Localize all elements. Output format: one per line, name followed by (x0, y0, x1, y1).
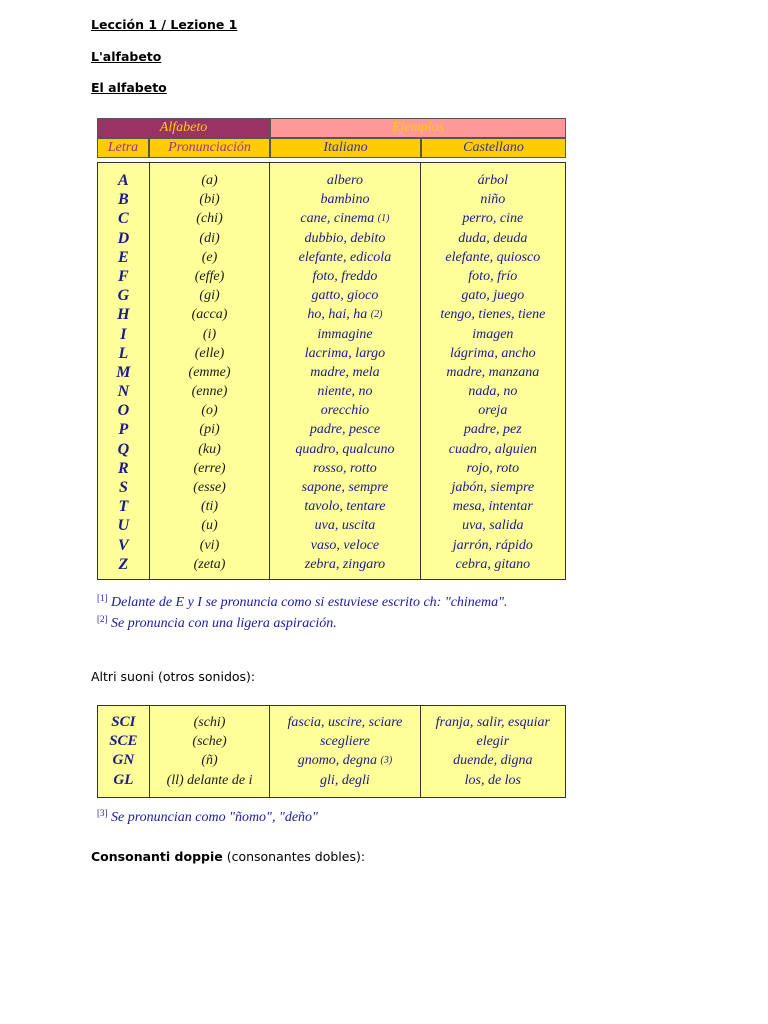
italian-example-text: uva, uscita (314, 518, 376, 534)
spanish-example-text: lágrima, ancho (450, 345, 536, 361)
sound-pronunciation-cell (150, 732, 269, 751)
spanish-example-cell (421, 536, 565, 555)
letters-column (98, 163, 150, 579)
italian-example-cell (270, 171, 419, 190)
italian-example-note: (1) (377, 213, 390, 225)
italian-example-text: albero (326, 173, 363, 188)
letter-text: V (118, 536, 129, 554)
italian-example-cell (270, 209, 419, 228)
spanish-example-cell (421, 363, 565, 382)
sound-italian-example-cell (270, 732, 419, 751)
italian-example-text: lacrima, largo (304, 345, 386, 361)
italian-example-cell (270, 286, 419, 305)
italian-example-text: quadro, qualcuno (295, 441, 395, 457)
italian-example-cell (270, 229, 419, 248)
letter-cell (98, 516, 149, 535)
footnote-2-text: Se pronuncia con una ligera aspiración. (107, 616, 337, 631)
sound-pronunciation-cell (150, 751, 269, 770)
sound-pronunciation-cell (150, 713, 269, 732)
italian-example-cell (270, 344, 419, 363)
sound-pronunciation-text: (ñ) (201, 753, 218, 769)
sound-letters-cell (98, 713, 149, 732)
doubles-label-bold: Consonanti doppie (91, 849, 223, 864)
sound-pronunciation-text: (schi) (193, 715, 226, 730)
letter-text: C (118, 210, 129, 228)
spanish-example-cell (421, 229, 565, 248)
spanish-example-cell (421, 459, 565, 478)
italian-example-cell (270, 516, 419, 535)
pronunciation-cell (150, 363, 269, 382)
column-header-row (97, 138, 566, 158)
column-header-italiano: Italiano (270, 138, 421, 158)
pronunciation-text: (di) (199, 230, 220, 246)
pronunciation-cell (150, 209, 269, 228)
italian-example-cell (270, 555, 419, 574)
pronunciation-text: (acca) (191, 307, 228, 323)
italian-example-text: orecchio (320, 403, 370, 419)
sound-spanish-example-cell (421, 732, 565, 751)
spanish-example-text: elefante, quiosco (445, 249, 541, 265)
footnote-3-mark: [3] (97, 808, 108, 818)
spanish-example-cell (421, 478, 565, 497)
sounds-italian-column (270, 706, 420, 797)
spanish-example-cell (421, 171, 565, 190)
column-header-letra: Letra (97, 138, 149, 158)
spanish-example-cell (421, 440, 565, 459)
spanish-example-text: tengo, tienes, tiene (440, 307, 546, 323)
letter-cell (98, 401, 149, 420)
spanish-example-cell (421, 267, 565, 286)
letter-text: N (117, 383, 130, 401)
pronunciation-text: (emme) (188, 364, 231, 380)
letter-text: P (118, 421, 129, 439)
italian-example-cell (270, 401, 419, 420)
pronunciation-cell (150, 190, 269, 209)
group-header-ejemplos: Ejemplos (270, 118, 566, 138)
pronunciation-text: (bi) (199, 192, 220, 208)
pronunciation-cell (150, 478, 269, 497)
sounds-letters-column (98, 706, 150, 797)
column-header-pronunciacion: Pronunciación (149, 138, 270, 158)
pronunciation-text: (vi) (199, 537, 220, 553)
spanish-example-text: cuadro, alguien (448, 441, 537, 457)
italian-example-text: rosso, rotto (313, 460, 377, 476)
sound-italian-example-text: scegliere (319, 734, 370, 750)
letter-cell (98, 190, 149, 209)
pronunciation-cell (150, 536, 269, 555)
letter-text: A (118, 172, 129, 189)
sound-pronunciation-cell (150, 771, 269, 790)
spanish-example-text: jarrón, rápido (452, 537, 533, 553)
sound-spanish-example-cell (421, 713, 565, 732)
pronunciation-cell (150, 420, 269, 439)
footnote-1-text: Delante de E y I se pronuncia como si estuviese escrito ch: "chinema". (107, 595, 508, 610)
spanish-example-text: niño (480, 192, 506, 208)
spanish-example-text: imagen (472, 326, 514, 342)
pronunciation-cell (150, 286, 269, 305)
pronunciation-cell (150, 555, 269, 574)
pronunciation-text: (a) (201, 173, 218, 188)
sound-letters-text: SCI (111, 714, 136, 730)
pronunciation-cell (150, 344, 269, 363)
italian-example-text: gatto, gioco (311, 288, 379, 304)
letter-cell (98, 209, 149, 228)
spanish-example-text: rojo, roto (466, 460, 520, 476)
letter-text: S (118, 479, 128, 496)
letter-cell (98, 459, 149, 478)
italian-example-text: madre, mela (310, 364, 380, 380)
italian-example-text: padre, pesce (309, 422, 381, 438)
italian-example-text: sapone, sempre (301, 480, 389, 495)
italian-example-text: zebra, zingaro (304, 556, 386, 572)
footnote-1-mark: [1] (97, 593, 108, 603)
sound-italian-example-cell (270, 751, 419, 770)
spanish-example-cell (421, 516, 565, 535)
spanish-example-text: padre, pez (463, 422, 522, 438)
sound-pronunciation-text: (sche) (192, 734, 227, 750)
sound-letters-text: GN (112, 752, 135, 769)
letter-cell (98, 305, 149, 324)
italian-example-cell (270, 459, 419, 478)
letter-cell (98, 267, 149, 286)
pronunciation-text: (zeta) (193, 556, 226, 572)
sound-spanish-example-cell (421, 751, 565, 770)
letter-cell (98, 229, 149, 248)
letter-cell (98, 478, 149, 497)
pronunciation-text: (erre) (193, 460, 226, 476)
sound-italian-example-text: fascia, uscire, sciare (287, 715, 403, 730)
pronunciation-text: (elle) (194, 345, 225, 361)
pronunciation-cell (150, 248, 269, 267)
letter-text: Z (118, 555, 129, 573)
spanish-example-text: madre, manzana (446, 364, 540, 380)
letter-text: O (117, 402, 130, 420)
italian-example-text: bambino (320, 192, 370, 208)
spanish-example-text: foto, frío (468, 268, 518, 284)
italian-column (270, 163, 420, 579)
letter-cell (98, 171, 149, 190)
pronunciation-cell (150, 401, 269, 420)
spanish-example-cell (421, 190, 565, 209)
pronunciation-text: (pi) (199, 422, 220, 438)
pronunciation-cell (150, 305, 269, 324)
spanish-column (421, 163, 565, 579)
italian-example-cell (270, 440, 419, 459)
spanish-example-text: perro, cine (462, 211, 524, 227)
spanish-example-text: nada, no (468, 384, 518, 400)
pronunciation-text: (o) (201, 403, 218, 419)
pronunciation-text: (enne) (191, 384, 228, 400)
group-header-alfabeto: Alfabeto (97, 118, 270, 138)
pronunciation-cell (150, 440, 269, 459)
spanish-example-text: cebra, gitano (455, 556, 531, 572)
spanish-example-cell (421, 555, 565, 574)
italian-example-note: (2) (370, 309, 383, 321)
pronunciation-text: (effe) (194, 268, 225, 284)
italian-example-text: cane, cinema (300, 211, 375, 227)
italian-example-text: ho, hai, ha (307, 307, 368, 323)
spanish-example-text: jabón, siempre (451, 480, 535, 495)
doubles-label-rest: (consonantes dobles): (222, 849, 366, 864)
letter-text: H (117, 306, 130, 324)
sound-pronunciation-text: (ll) delante de i (166, 772, 253, 788)
italian-example-cell (270, 305, 419, 324)
sound-italian-example-cell (270, 713, 419, 732)
letter-cell (98, 440, 149, 459)
pronunciation-text: (u) (201, 518, 218, 534)
spanish-example-text: oreja (478, 403, 508, 419)
letter-text: I (120, 325, 127, 343)
italian-example-cell (270, 497, 419, 516)
letter-text: D (117, 229, 130, 247)
pronunciation-cell (150, 171, 269, 190)
sound-letters-cell (98, 732, 149, 751)
letter-cell (98, 536, 149, 555)
pronunciation-text: (i) (202, 326, 217, 342)
sound-spanish-example-cell (421, 771, 565, 790)
pronunciation-cell (150, 382, 269, 401)
pronunciation-cell (150, 229, 269, 248)
spanish-title: El alfabeto (91, 80, 167, 95)
pronunciation-text: (esse) (193, 480, 226, 495)
letter-cell (98, 344, 149, 363)
pronunciation-column (150, 163, 270, 579)
letter-cell (98, 248, 149, 267)
sound-spanish-example-text: los, de los (464, 772, 521, 788)
lesson-title: Lección 1 / Lezione 1 (91, 17, 238, 32)
spanish-example-cell (421, 325, 565, 344)
pronunciation-text: (gi) (199, 288, 220, 304)
letter-text: Q (117, 440, 130, 458)
spanish-example-text: uva, salida (462, 518, 524, 534)
alphabet-body (97, 162, 566, 580)
sound-italian-example-cell (270, 771, 419, 790)
pronunciation-text: (chi) (196, 211, 223, 227)
italian-example-text: foto, freddo (312, 268, 378, 284)
italian-example-text: niente, no (317, 384, 373, 400)
italian-example-cell (270, 478, 419, 497)
group-header-row (97, 118, 566, 138)
sound-italian-example-text: gli, degli (320, 772, 370, 788)
italian-example-cell (270, 248, 419, 267)
letter-text: F (118, 267, 129, 285)
italian-example-text: immagine (317, 326, 373, 342)
italian-example-cell (270, 363, 419, 382)
sounds-table (97, 705, 566, 798)
sound-letters-cell (98, 751, 149, 770)
italian-example-text: vaso, veloce (310, 537, 380, 553)
letter-text: M (116, 363, 131, 381)
italian-example-cell (270, 190, 419, 209)
letter-text: B (118, 191, 129, 209)
doubles-label (91, 849, 365, 864)
letter-cell (98, 497, 149, 516)
spanish-example-cell (421, 305, 565, 324)
letter-text: E (118, 248, 129, 266)
footnote-2 (97, 614, 337, 632)
sound-letters-cell (98, 771, 149, 790)
pronunciation-cell (150, 497, 269, 516)
spanish-example-text: árbol (477, 173, 508, 188)
spanish-example-text: mesa, intentar (452, 499, 533, 515)
spanish-example-cell (421, 286, 565, 305)
sound-letters-text: GL (113, 771, 134, 788)
pronunciation-text: (ku) (198, 441, 221, 457)
pronunciation-cell (150, 267, 269, 286)
column-header-castellano: Castellano (421, 138, 566, 158)
spanish-example-cell (421, 401, 565, 420)
italian-title: L'alfabeto (91, 49, 162, 64)
sound-letters-text: SCE (109, 733, 138, 750)
pronunciation-text: (e) (201, 249, 218, 265)
italian-example-text: elefante, edicola (298, 249, 392, 265)
italian-example-cell (270, 325, 419, 344)
italian-example-text: tavolo, tentare (304, 499, 386, 515)
spanish-example-cell (421, 497, 565, 516)
pronunciation-text: (ti) (200, 499, 219, 515)
italian-example-cell (270, 536, 419, 555)
italian-example-text: dubbio, debito (304, 230, 386, 246)
sound-italian-example-note: (3) (380, 755, 393, 767)
spanish-example-cell (421, 209, 565, 228)
spanish-example-text: gato, juego (461, 288, 525, 304)
spanish-example-cell (421, 344, 565, 363)
letter-cell (98, 325, 149, 344)
letter-cell (98, 555, 149, 574)
spanish-example-cell (421, 382, 565, 401)
sound-spanish-example-text: franja, salir, esquiar (435, 715, 550, 730)
sound-spanish-example-text: elegir (476, 734, 510, 750)
sounds-pronunciation-column (150, 706, 270, 797)
italian-example-cell (270, 382, 419, 401)
pronunciation-cell (150, 516, 269, 535)
spanish-example-text: duda, deuda (458, 230, 528, 246)
letter-text: G (117, 287, 130, 305)
letter-text: T (118, 498, 129, 516)
letter-cell (98, 363, 149, 382)
footnote-1 (97, 593, 508, 611)
sound-italian-example-text: gnomo, degna (297, 753, 378, 769)
alphabet-table (97, 118, 566, 580)
letter-cell (98, 420, 149, 439)
italian-example-cell (270, 267, 419, 286)
letter-text: L (118, 344, 129, 362)
footnote-3 (97, 808, 318, 826)
italian-example-cell (270, 420, 419, 439)
pronunciation-cell (150, 459, 269, 478)
pronunciation-cell (150, 325, 269, 344)
footnote-3-text: Se pronuncian como "ñomo", "deño" (107, 810, 318, 825)
spanish-example-cell (421, 420, 565, 439)
letter-text: U (117, 517, 130, 535)
letter-cell (98, 382, 149, 401)
sound-spanish-example-text: duende, digna (453, 753, 533, 769)
sounds-label: Altri suoni (otros sonidos): (91, 669, 256, 684)
letter-cell (98, 286, 149, 305)
letter-text: R (118, 459, 129, 477)
sounds-spanish-column (421, 706, 565, 797)
footnote-2-mark: [2] (97, 614, 108, 624)
spanish-example-cell (421, 248, 565, 267)
